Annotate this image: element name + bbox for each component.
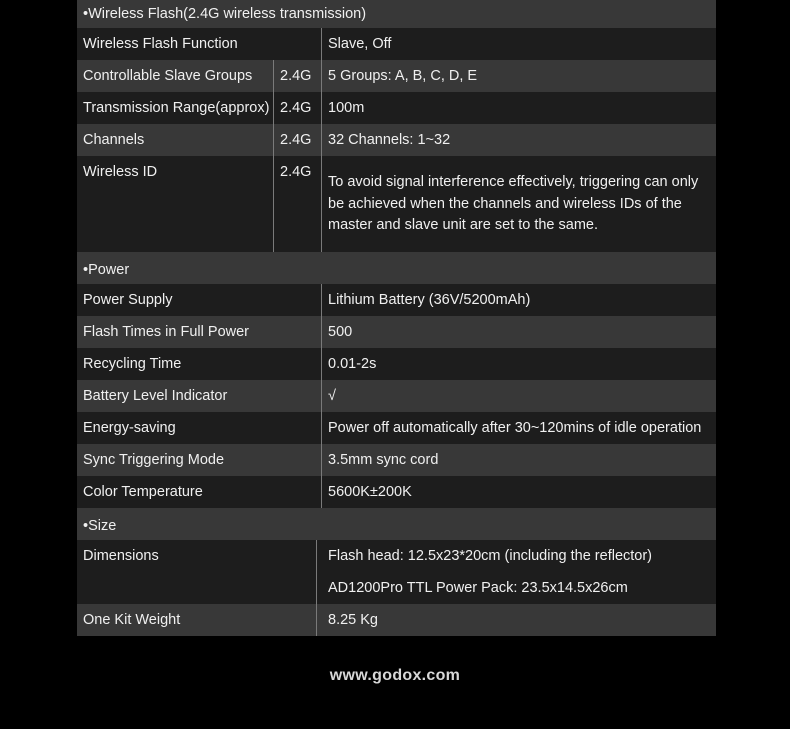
section-title-wireless: •Wireless Flash(2.4G wireless transmission) (83, 6, 367, 22)
spec-row-kit-weight (77, 604, 716, 636)
section-title-size: •Size (83, 518, 117, 534)
spec-row-wireless-function (77, 28, 716, 60)
spec-label: Channels (83, 132, 145, 148)
spec-row-channels (77, 124, 716, 156)
spec-label: Wireless Flash Function (83, 36, 238, 52)
spec-value-group (316, 540, 716, 604)
spec-value: 32 Channels: 1~32 (321, 124, 716, 156)
spec-row-flash-times (77, 316, 716, 348)
spec-value: 3.5mm sync cord (321, 444, 716, 476)
spec-row-transmission-range (77, 92, 716, 124)
spec-value-line: Flash head: 12.5x23*20cm (including the reflector) (328, 548, 653, 564)
spec-label: Color Temperature (83, 484, 203, 500)
spec-value: Slave, Off (321, 28, 716, 60)
website-footer: www.godox.com (329, 667, 461, 684)
spec-label: Battery Level Indicator (83, 388, 228, 404)
spec-row-power-supply (77, 284, 716, 316)
spec-value: 0.01-2s (321, 348, 716, 380)
spec-row-energy-saving (77, 412, 716, 444)
spec-value: 100m (321, 92, 716, 124)
spec-table (77, 0, 716, 636)
spec-value: 8.25 Kg (316, 604, 716, 636)
spec-row-wireless-id (77, 156, 716, 252)
spec-label: Energy-saving (83, 420, 176, 436)
spec-label: Flash Times in Full Power (83, 324, 249, 340)
spec-label: Dimensions (83, 548, 159, 564)
spec-band: 2.4G (273, 124, 321, 156)
spec-band: 2.4G (273, 92, 321, 124)
spec-value: √ (321, 380, 716, 412)
spec-row-slave-groups (77, 60, 716, 92)
spec-value: To avoid signal interference effectively, triggering can only be achieved when the channels and wireless IDs of the master and slave unit are set to the same. (321, 156, 716, 252)
spec-value-line: AD1200Pro TTL Power Pack: 23.5x14.5x26cm (328, 580, 628, 596)
section-header-power (77, 252, 716, 284)
section-header-size (77, 508, 716, 540)
spec-value: 5600K±200K (321, 476, 716, 508)
spec-band: 2.4G (273, 156, 321, 252)
spec-value: Lithium Battery (36V/5200mAh) (321, 284, 716, 316)
spec-label: Sync Triggering Mode (83, 452, 225, 468)
spec-value: 5 Groups: A, B, C, D, E (321, 60, 716, 92)
section-title-power: •Power (83, 262, 130, 278)
spec-value: Power off automatically after 30~120mins of idle operation (321, 412, 716, 444)
spec-band: 2.4G (273, 60, 321, 92)
spec-label: One Kit Weight (83, 612, 181, 628)
spec-row-color-temperature (77, 476, 716, 508)
spec-value: 500 (321, 316, 716, 348)
spec-label: Wireless ID (83, 164, 158, 180)
spec-row-recycling-time (77, 348, 716, 380)
section-header-wireless (77, 0, 716, 28)
spec-label: Power Supply (83, 292, 173, 308)
spec-row-battery-indicator (77, 380, 716, 412)
spec-row-sync-mode (77, 444, 716, 476)
spec-row-dimensions (77, 540, 716, 604)
spec-label: Transmission Range(approx) (83, 100, 270, 116)
spec-label: Controllable Slave Groups (83, 68, 253, 84)
spec-label: Recycling Time (83, 356, 182, 372)
